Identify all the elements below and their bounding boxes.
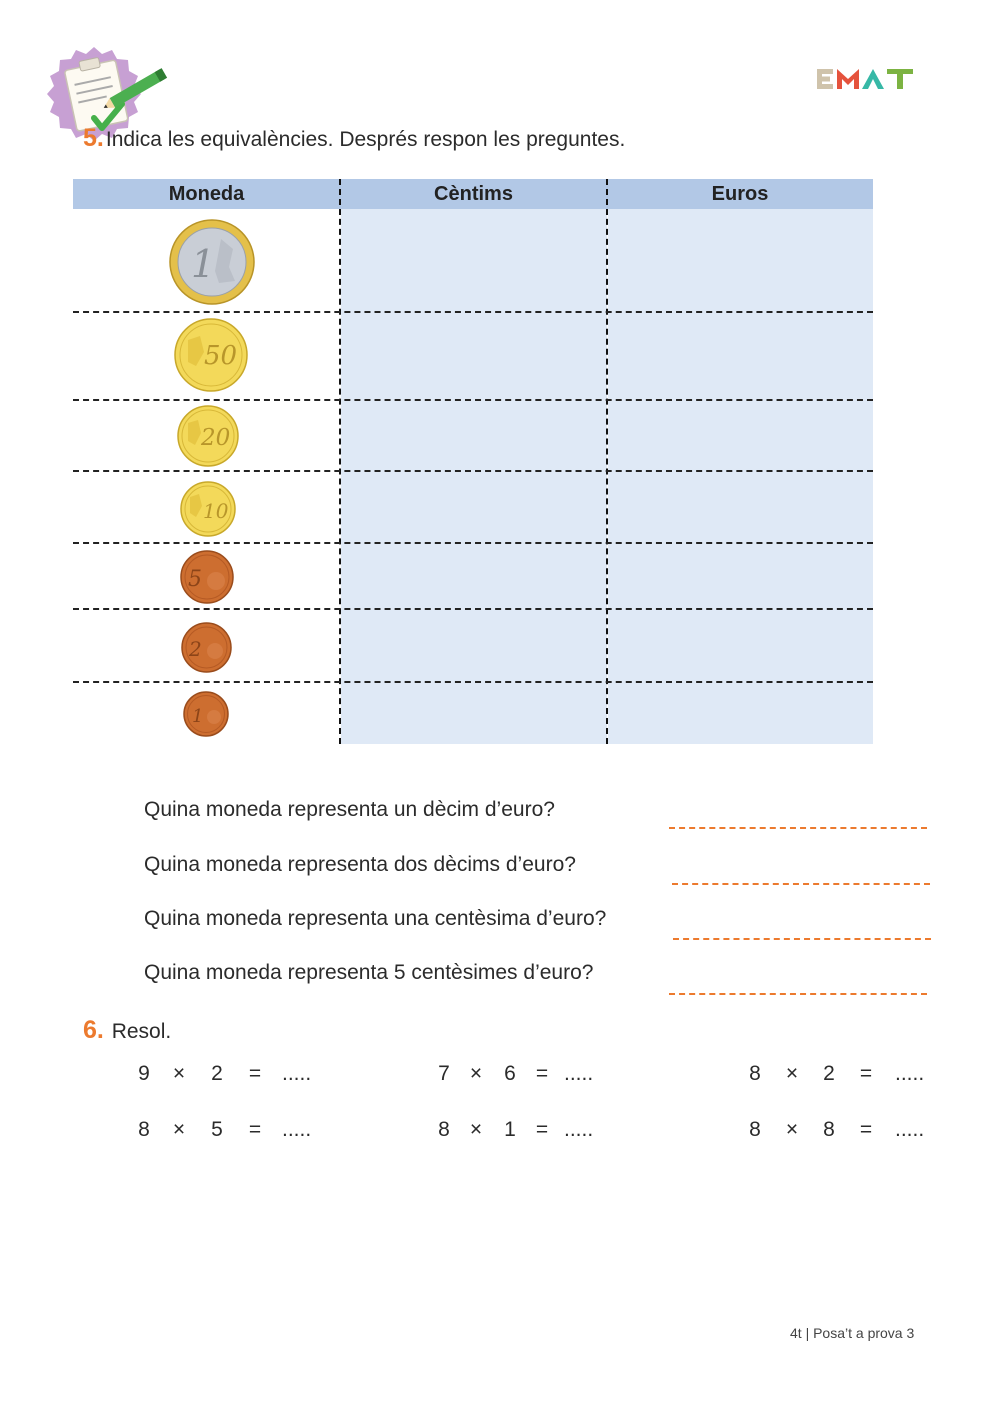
coin-label: 5: [188, 567, 202, 592]
equals-sign: =: [535, 1062, 549, 1085]
answer-cell-centims-1[interactable]: [341, 209, 606, 310]
operation: [136, 1062, 322, 1086]
operation: [136, 1118, 322, 1142]
answer-line-1[interactable]: [669, 827, 927, 829]
header-moneda: Moneda: [73, 179, 340, 209]
times-sign: ×: [172, 1118, 186, 1141]
coin-label: 2: [189, 637, 202, 661]
exercise-5-title: [83, 124, 625, 153]
answer-blank[interactable]: .....: [895, 1118, 925, 1141]
answer-blank[interactable]: .....: [282, 1118, 312, 1141]
coin-label: 1: [191, 242, 216, 286]
question-3: Quina moneda representa una centèsima d’euro?: [144, 907, 607, 930]
20-cent-coin-icon: [177, 405, 239, 467]
answer-blank[interactable]: .....: [564, 1118, 594, 1141]
emat-logo: [817, 66, 917, 92]
operand-a: 8: [749, 1118, 761, 1141]
answer-line-4[interactable]: [669, 993, 927, 995]
operand-b: 6: [504, 1062, 516, 1085]
answer-cell-centims-6[interactable]: [341, 610, 606, 680]
header-centims: Cèntims: [340, 179, 607, 209]
times-sign: ×: [172, 1062, 186, 1085]
answer-cell-centims-2[interactable]: [341, 313, 606, 398]
exercise-6-title: [83, 1016, 171, 1045]
operand-b: 2: [211, 1062, 223, 1085]
operand-b: 1: [504, 1118, 516, 1141]
page-footer: 4t | Posa’t a prova 3: [790, 1325, 915, 1341]
coin-equivalence-table: [73, 179, 873, 744]
coin-label: 20: [201, 425, 231, 451]
2-cent-coin-icon: [181, 622, 232, 673]
answer-line-3[interactable]: [673, 938, 931, 940]
question-1: Quina moneda representa un dècim d’euro?: [144, 798, 555, 821]
answer-cell-euros-4[interactable]: [608, 472, 873, 541]
50-cent-coin-icon: [174, 318, 248, 392]
answer-line-2[interactable]: [672, 883, 930, 885]
exercise-6-instruction: Resol.: [111, 1020, 172, 1043]
operation: [747, 1118, 931, 1142]
answer-cell-centims-4[interactable]: [341, 472, 606, 541]
answer-blank[interactable]: .....: [564, 1062, 594, 1085]
coin-label: 50: [204, 341, 238, 371]
5-cent-coin-icon: [180, 550, 234, 604]
operation: [747, 1062, 931, 1086]
answer-blank[interactable]: .....: [282, 1062, 312, 1085]
answer-cell-euros-6[interactable]: [608, 610, 873, 680]
answer-cell-euros-7[interactable]: [608, 683, 873, 744]
equals-sign: =: [535, 1118, 549, 1141]
equals-sign: =: [859, 1118, 873, 1141]
answer-cell-centims-5[interactable]: [341, 544, 606, 607]
header-euros: Euros: [607, 179, 873, 209]
times-sign: ×: [469, 1118, 483, 1141]
answer-cell-centims-3[interactable]: [341, 401, 606, 469]
operand-a: 8: [138, 1118, 150, 1141]
question-4: Quina moneda representa 5 centèsimes d’euro?: [144, 961, 594, 984]
operation: [436, 1062, 604, 1086]
answer-cell-euros-2[interactable]: [608, 313, 873, 398]
coin-label: 10: [203, 499, 229, 523]
answer-blank[interactable]: .....: [895, 1062, 925, 1085]
times-sign: ×: [785, 1062, 799, 1085]
1-cent-coin-icon: [183, 691, 229, 737]
exercise-6-number: 6.: [83, 1016, 104, 1044]
operand-a: 7: [438, 1062, 450, 1085]
operand-a: 8: [438, 1118, 450, 1141]
times-sign: ×: [785, 1118, 799, 1141]
operand-b: 5: [211, 1118, 223, 1141]
equals-sign: =: [248, 1118, 262, 1141]
exercise-5-number: 5.: [83, 124, 104, 152]
coin-label: 1: [192, 706, 204, 727]
question-2: Quina moneda representa dos dècims d’euro?: [144, 853, 576, 876]
operation: [436, 1118, 604, 1142]
1-euro-coin-icon: [169, 219, 255, 305]
operand-a: 8: [749, 1062, 761, 1085]
exercise-5-instruction: Indica les equivalències. Després respon les preguntes.: [105, 128, 626, 151]
operand-b: 2: [823, 1062, 835, 1085]
answer-cell-euros-1[interactable]: [608, 209, 873, 310]
operand-b: 8: [823, 1118, 835, 1141]
times-sign: ×: [469, 1062, 483, 1085]
equals-sign: =: [248, 1062, 262, 1085]
10-cent-coin-icon: [180, 481, 236, 537]
equals-sign: =: [859, 1062, 873, 1085]
answer-cell-euros-3[interactable]: [608, 401, 873, 469]
answer-cell-euros-5[interactable]: [608, 544, 873, 607]
operand-a: 9: [138, 1062, 150, 1085]
answer-cell-centims-7[interactable]: [341, 683, 606, 744]
